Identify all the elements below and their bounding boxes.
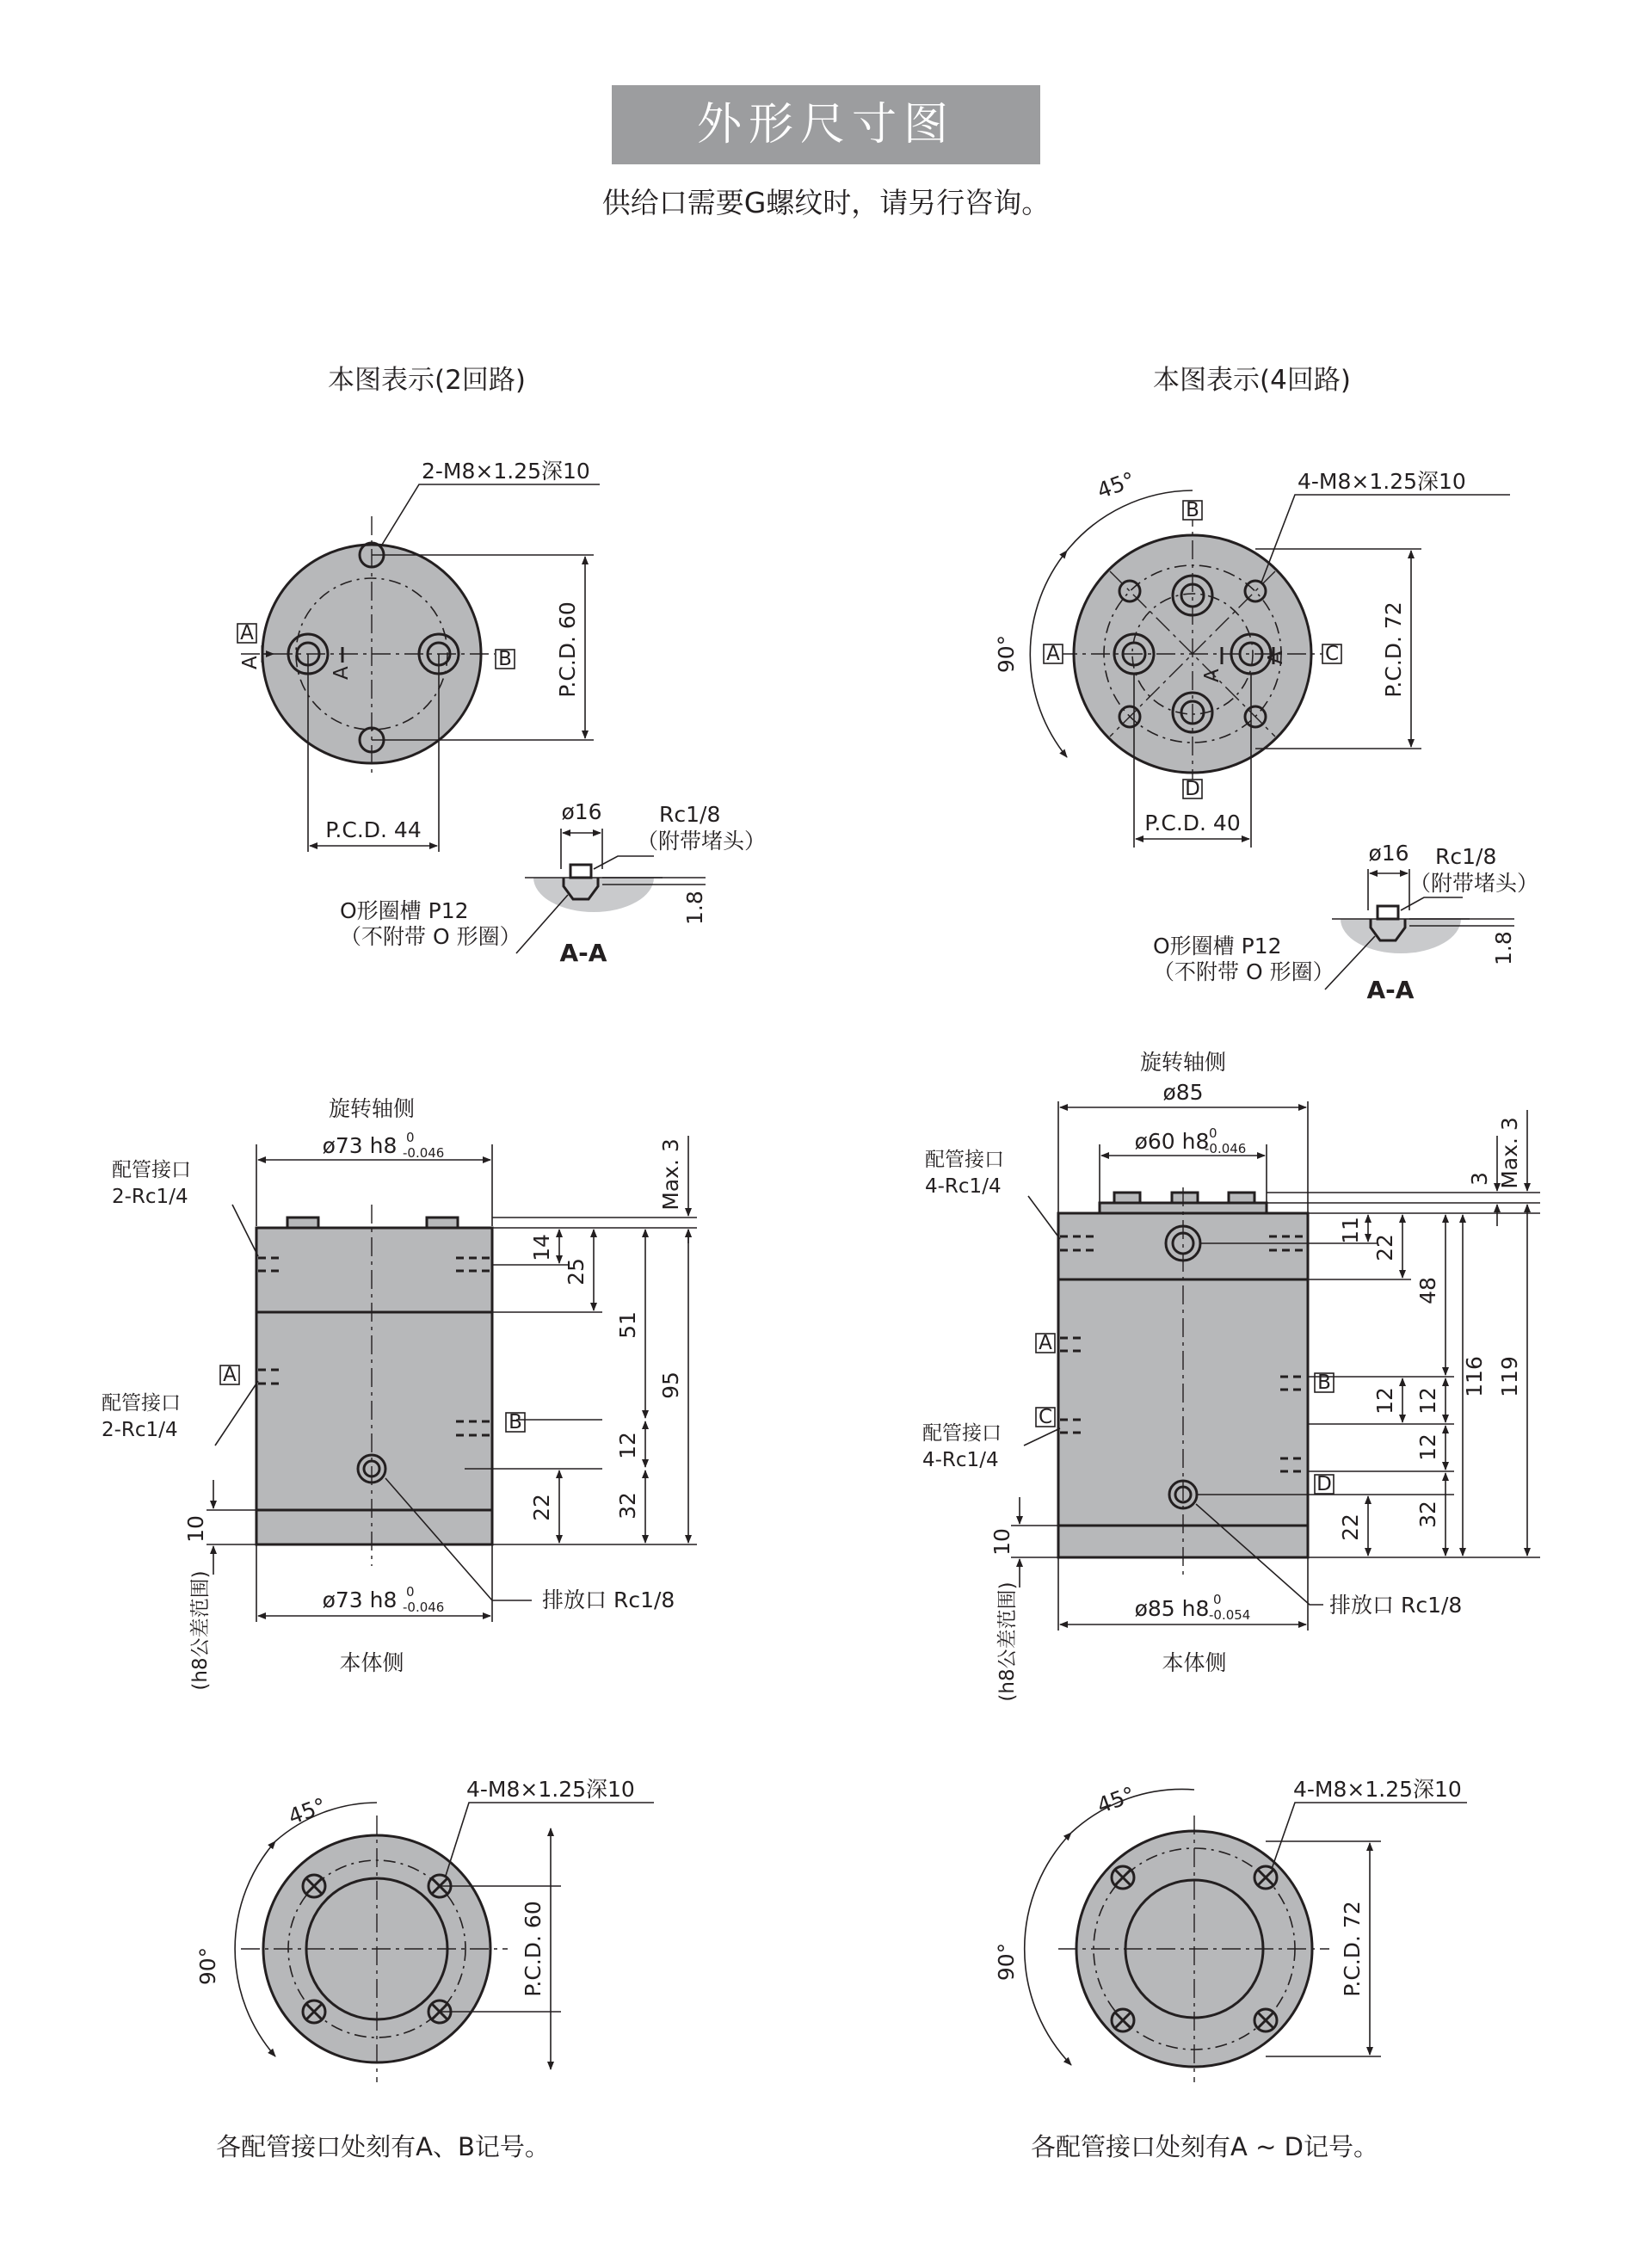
right-front-port-c: C	[1038, 1406, 1053, 1428]
right-bottom-view	[994, 1777, 1467, 2082]
left-footnote: 各配管接口处刻有A、B记号。	[216, 2132, 550, 2161]
right-front-dim-10: 10	[989, 1528, 1014, 1556]
right-front-shaft-side: 旋转轴侧	[1139, 1050, 1227, 1075]
right-top-port-b: B	[1186, 499, 1199, 521]
right-front-bottom-tol-upper: 0	[1213, 1592, 1222, 1607]
left-front-pipe-label-1: 配管接口	[112, 1159, 191, 1181]
left-front-port-b: B	[509, 1411, 522, 1433]
left-front-bottom-dia: ø73 h8	[322, 1587, 398, 1612]
right-bottom-angle-90: 90°	[994, 1942, 1019, 1982]
right-top-angle-90: 90°	[994, 634, 1019, 674]
right-front-view	[922, 1050, 1540, 1702]
left-bottom-thread: 4-M8×1.25深10	[466, 1777, 635, 1802]
left-section-depth: 1.8	[682, 891, 707, 925]
right-front-pipe-value-2: 4-Rc1/4	[922, 1449, 999, 1471]
left-top-view	[237, 459, 600, 852]
right-front-pipe-label-2: 配管接口	[922, 1422, 1002, 1445]
left-front-dim-51: 51	[615, 1311, 640, 1339]
page-header	[602, 85, 1051, 219]
right-top-angle-45: 45°	[1094, 466, 1138, 504]
right-top-port-a: A	[1046, 643, 1060, 665]
left-front-pipe-label-2: 配管接口	[102, 1392, 181, 1415]
right-top-section-mark-right: A	[1265, 650, 1287, 664]
right-front-dim-max3: Max. 3	[1497, 1117, 1522, 1189]
right-section-rc: Rc1/8	[1435, 844, 1497, 869]
left-front-dim-12: 12	[615, 1432, 640, 1459]
left-front-body-side: 本体侧	[339, 1650, 404, 1675]
left-front-top-dia: ø73 h8	[322, 1133, 398, 1158]
left-front-top-tol-lower: -0.046	[403, 1145, 445, 1161]
right-front-dim-116: 116	[1462, 1356, 1487, 1397]
right-front-dim-22b: 22	[1338, 1513, 1363, 1541]
right-section-name: A-A	[1366, 976, 1415, 1004]
left-top-pcd-vertical: P.C.D. 60	[555, 601, 580, 698]
left-front-top-tol-upper: 0	[406, 1130, 415, 1145]
right-bottom-pcd: P.C.D. 72	[1340, 1901, 1365, 1997]
right-front-dim-12b: 12	[1415, 1433, 1440, 1461]
left-front-drain: 排放口 Rc1/8	[542, 1587, 675, 1612]
left-section-rc-note: （附带堵头）	[637, 829, 767, 854]
right-front-port-d: D	[1316, 1473, 1332, 1495]
page-subtitle: 供给口需要G螺纹时，请另行咨询。	[601, 186, 1051, 219]
right-top-section-mark-left: A	[1201, 669, 1224, 682]
left-front-port-a: A	[223, 1364, 237, 1386]
right-front-port-b: B	[1317, 1372, 1331, 1394]
right-front-dim-22: 22	[1372, 1234, 1397, 1261]
left-top-port-a: A	[240, 622, 254, 644]
right-front-top-tol-upper: 0	[1209, 1125, 1217, 1141]
left-bottom-pcd: P.C.D. 60	[521, 1901, 546, 1997]
left-section-dia: ø16	[561, 799, 602, 824]
left-front-pipe-value-1: 2-Rc1/4	[112, 1186, 188, 1208]
right-top-port-c: C	[1324, 643, 1340, 665]
right-top-pcd-horizontal: P.C.D. 40	[1144, 811, 1241, 835]
right-section-aa	[1153, 841, 1538, 1004]
left-front-bottom-tol-upper: 0	[406, 1584, 415, 1600]
left-caption: 本图表示(2回路)	[328, 365, 526, 396]
right-section-oring: O形圈槽 P12	[1153, 934, 1282, 959]
left-front-dim-22: 22	[529, 1494, 554, 1521]
left-section-rc: Rc1/8	[659, 802, 721, 827]
right-section-rc-note: （附带堵头）	[1409, 871, 1539, 896]
right-front-tol-note: (h8公差范围)	[996, 1581, 1019, 1702]
right-front-dim-32: 32	[1415, 1501, 1440, 1528]
left-front-bottom-tol-lower: -0.046	[403, 1600, 445, 1615]
right-top-view	[994, 467, 1510, 848]
left-section-name: A-A	[559, 939, 607, 967]
right-front-port-a: A	[1039, 1332, 1052, 1354]
left-top-port-b: B	[498, 648, 512, 670]
right-front-dim-119: 119	[1497, 1356, 1522, 1397]
right-front-outer-dia: ø85	[1162, 1080, 1204, 1105]
right-section-depth: 1.8	[1491, 931, 1516, 965]
left-top-section-mark-right: A	[330, 666, 353, 680]
left-front-view	[102, 1096, 697, 1691]
right-front-pipe-label-1: 配管接口	[925, 1149, 1004, 1171]
left-front-dim-95: 95	[658, 1372, 683, 1399]
left-top-pcd-horizontal: P.C.D. 44	[325, 817, 422, 842]
left-front-tol-note: (h8公差范围)	[189, 1570, 212, 1691]
right-bottom-angle-45: 45°	[1094, 1781, 1138, 1819]
left-bottom-view	[195, 1777, 654, 2082]
left-front-dim-25: 25	[564, 1258, 589, 1285]
right-top-thread: 4-M8×1.25深10	[1298, 469, 1466, 494]
right-front-bottom-tol-lower: -0.054	[1209, 1607, 1251, 1623]
left-front-dim-10: 10	[183, 1515, 208, 1543]
left-top-thread-label: 2-M8×1.25深10	[422, 459, 590, 484]
right-caption: 本图表示(4回路)	[1153, 365, 1351, 396]
right-footnote: 各配管接口处刻有A ~ D记号。	[1031, 2132, 1378, 2161]
left-front-dim-32: 32	[615, 1492, 640, 1520]
right-section-oring-note: （不附带 O 形圈）	[1153, 959, 1335, 984]
right-bottom-thread: 4-M8×1.25深10	[1293, 1777, 1462, 1802]
left-front-dim-max3: Max. 3	[658, 1138, 683, 1211]
right-section-dia: ø16	[1368, 841, 1409, 866]
right-top-port-d: D	[1185, 778, 1200, 800]
left-front-shaft-side: 旋转轴侧	[328, 1096, 416, 1121]
left-section-oring: O形圈槽 P12	[340, 898, 469, 923]
right-front-dim-11: 11	[1338, 1217, 1363, 1244]
right-front-bottom-dia: ø85 h8	[1134, 1596, 1210, 1621]
right-front-dim-12c: 12	[1372, 1387, 1397, 1415]
right-front-dim-12a: 12	[1415, 1387, 1440, 1415]
left-bottom-angle-45: 45°	[285, 1792, 330, 1830]
right-front-dim-48: 48	[1415, 1277, 1440, 1304]
right-front-drain: 排放口 Rc1/8	[1329, 1593, 1463, 1618]
left-front-body	[256, 1228, 492, 1544]
left-section-oring-note: （不附带 O 形圈）	[340, 924, 521, 949]
left-front-dim-14: 14	[529, 1234, 554, 1261]
right-front-pipe-value-1: 4-Rc1/4	[925, 1175, 1002, 1198]
right-front-top-tol-lower: -0.046	[1205, 1141, 1247, 1156]
left-top-section-mark-left: A	[239, 656, 262, 669]
left-bottom-angle-90: 90°	[195, 1946, 220, 1986]
right-front-body-side: 本体侧	[1162, 1650, 1227, 1675]
left-front-pipe-value-2: 2-Rc1/4	[102, 1419, 178, 1441]
right-front-top-dia: ø60 h8	[1134, 1129, 1210, 1154]
page-title: 外形尺寸图	[696, 99, 956, 151]
right-top-pcd-vertical: P.C.D. 72	[1381, 601, 1406, 698]
right-front-dim-3: 3	[1467, 1172, 1492, 1186]
